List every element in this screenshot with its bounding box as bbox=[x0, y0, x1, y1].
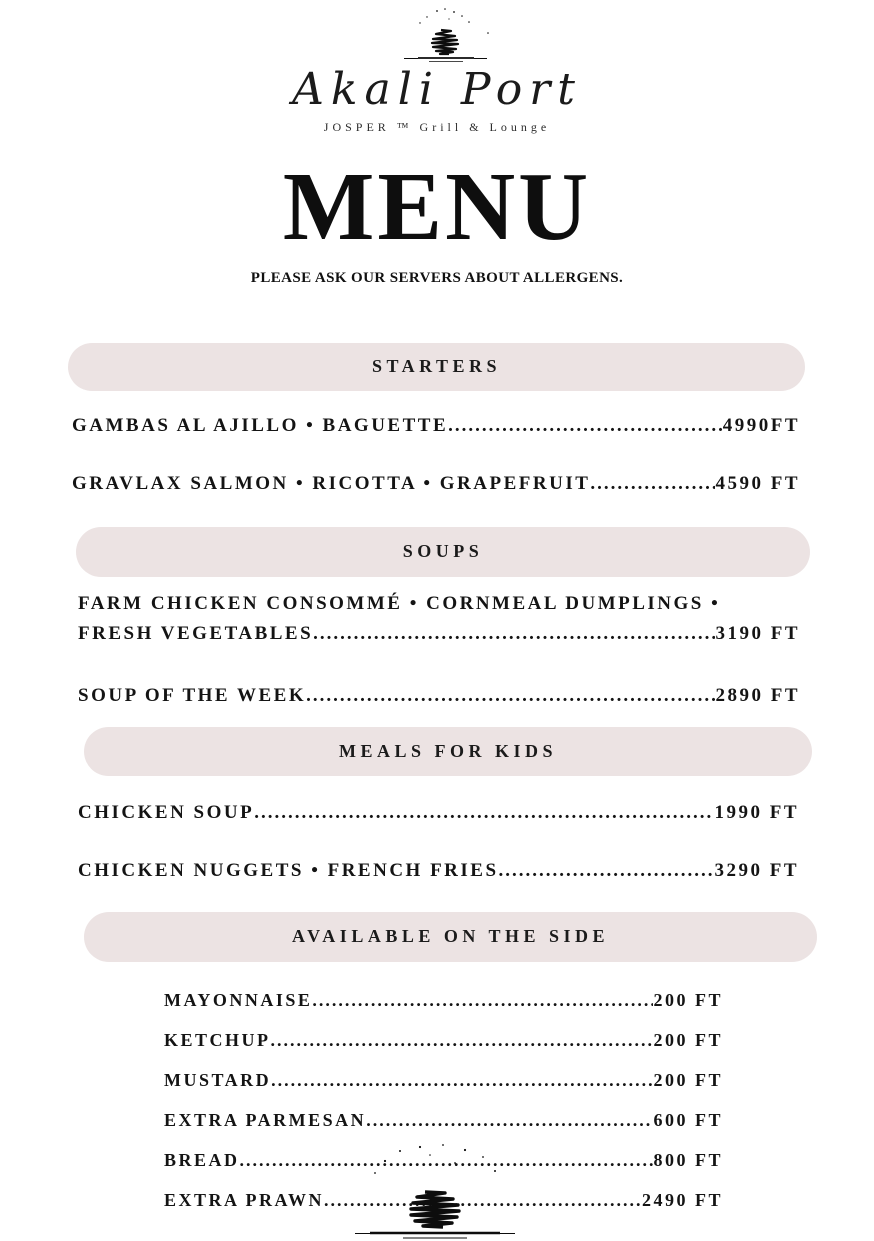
item-price: 200 FT bbox=[653, 1069, 723, 1090]
item-price: 3190 FT bbox=[715, 622, 800, 644]
item-price: 4590 FT bbox=[715, 472, 800, 494]
dot-leader bbox=[312, 986, 653, 1014]
section-title: SOUPS bbox=[402, 541, 484, 562]
section-header-pill bbox=[76, 527, 810, 577]
sun-scribble-footer-icon bbox=[325, 1143, 545, 1241]
item-name: CHICKEN SOUP bbox=[78, 801, 255, 823]
menu-item bbox=[72, 411, 800, 441]
item-price: 800 FT bbox=[653, 1149, 723, 1170]
menu-section bbox=[0, 527, 874, 727]
section-items bbox=[0, 776, 874, 912]
item-name: EXTRA PARMESAN bbox=[164, 1109, 367, 1130]
item-row bbox=[164, 1026, 723, 1054]
item-price: 2890 FT bbox=[715, 684, 800, 706]
item-price: 3290 FT bbox=[714, 859, 799, 881]
dot-leader bbox=[313, 619, 715, 649]
menu-item bbox=[78, 856, 799, 886]
section-header-pill bbox=[84, 727, 812, 776]
page-title: MENU bbox=[282, 153, 592, 261]
brand-name: Akali Port bbox=[292, 64, 582, 115]
menu-item bbox=[164, 1066, 723, 1094]
section-title: STARTERS bbox=[371, 356, 502, 377]
menu-item bbox=[72, 469, 800, 499]
allergen-note: PLEASE ASK OUR SERVERS ABOUT ALLERGENS. bbox=[250, 269, 624, 286]
section-title: AVAILABLE ON THE SIDE bbox=[291, 926, 610, 947]
item-name: BREAD bbox=[164, 1149, 240, 1170]
menu-item bbox=[78, 798, 799, 828]
menu-section bbox=[0, 343, 874, 527]
item-price: 1990 FT bbox=[714, 801, 799, 823]
item-name: FRESH VEGETABLES bbox=[78, 622, 314, 644]
item-price: 200 FT bbox=[653, 989, 723, 1010]
item-name: EXTRA PRAWN bbox=[164, 1189, 325, 1210]
dot-leader bbox=[499, 856, 715, 886]
item-name: GAMBAS AL AJILLO • BAGUETTE bbox=[72, 414, 449, 436]
item-row bbox=[164, 1066, 723, 1094]
item-row bbox=[78, 589, 800, 619]
menu-item bbox=[78, 589, 800, 649]
menu-item bbox=[164, 1106, 723, 1134]
item-row bbox=[164, 1106, 723, 1134]
brand-tagline: JOSPER ™ Grill & Lounge bbox=[323, 120, 551, 135]
item-row bbox=[72, 469, 800, 499]
item-price: 200 FT bbox=[653, 1029, 723, 1050]
sun-scribble-icon bbox=[357, 6, 533, 64]
dot-leader bbox=[271, 1066, 653, 1094]
item-price: 4990FT bbox=[722, 414, 800, 436]
item-row bbox=[72, 411, 800, 441]
item-name: GRAVLAX SALMON • RICOTTA • GRAPEFRUIT bbox=[72, 472, 591, 494]
menu-item bbox=[164, 986, 723, 1014]
section-title: MEALS FOR KIDS bbox=[338, 740, 558, 761]
item-row bbox=[78, 798, 799, 828]
section-header-pill bbox=[84, 912, 817, 962]
item-row bbox=[78, 619, 800, 649]
section-items bbox=[0, 391, 874, 527]
item-name: MUSTARD bbox=[164, 1069, 272, 1090]
section-items bbox=[0, 577, 874, 727]
item-name: MAYONNAISE bbox=[164, 989, 313, 1010]
dot-leader bbox=[448, 411, 723, 441]
dot-leader bbox=[590, 469, 715, 499]
menu-sections bbox=[0, 343, 874, 1214]
item-name: KETCHUP bbox=[164, 1029, 271, 1050]
menu-item bbox=[164, 1026, 723, 1054]
menu-header bbox=[0, 0, 874, 287]
item-price: 600 FT bbox=[653, 1109, 723, 1130]
item-name: FARM CHICKEN CONSOMMÉ • CORNMEAL DUMPLINGS • bbox=[78, 592, 721, 614]
dot-leader bbox=[306, 681, 715, 711]
item-price: 2490 FT bbox=[641, 1189, 723, 1210]
dot-leader bbox=[254, 798, 714, 828]
item-row bbox=[164, 986, 723, 1014]
menu-item bbox=[78, 681, 800, 711]
dot-leader bbox=[271, 1026, 654, 1054]
item-row bbox=[78, 856, 799, 886]
item-row bbox=[78, 681, 800, 711]
dot-leader bbox=[366, 1106, 653, 1134]
item-name: SOUP OF THE WEEK bbox=[78, 684, 307, 706]
menu-section bbox=[0, 727, 874, 912]
item-name: CHICKEN NUGGETS • FRENCH FRIES bbox=[78, 859, 499, 881]
section-header-pill bbox=[68, 343, 805, 391]
